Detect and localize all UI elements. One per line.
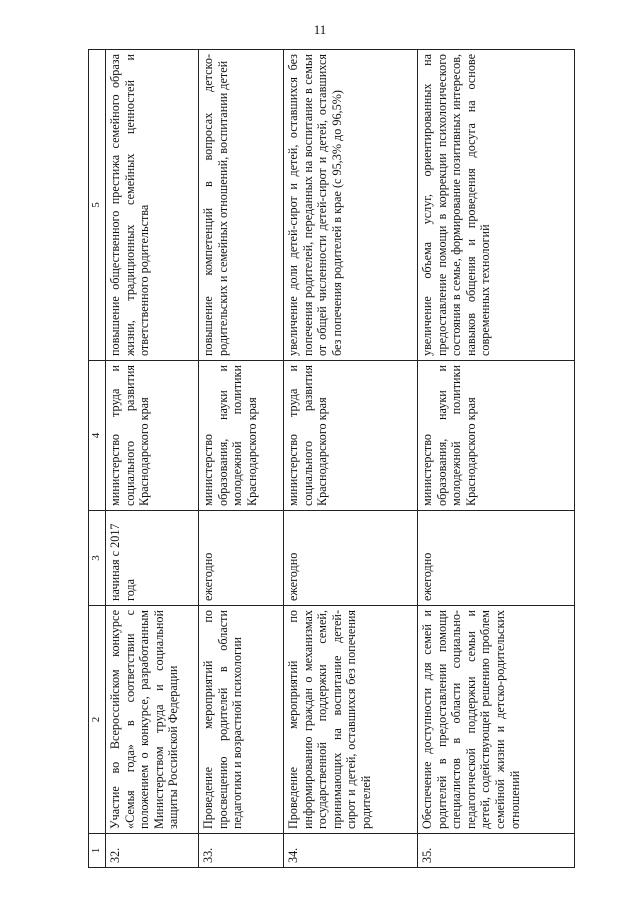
table-row [418,50,575,868]
term-cell: ежегодно [199,511,284,606]
row-number: 32. [106,834,199,868]
executor-cell: министерство труда и социального развития Краснодарского края [284,361,418,511]
row-number: 34. [284,834,418,868]
event-cell: Участие во Всероссийском конкурсе «Семья года» в соответствии с положением о конкурсе, разработанным Министерством труда и социальной защиты Российской Федерации [106,606,199,834]
executor-cell: министерство образования, науки и молодежной политики Краснодарского края [418,361,575,511]
header-cell-3: 3 [89,511,106,606]
result-cell: увеличение доли детей-сирот и детей, оставшихся без попечения родителей, переданных на воспитание в семьи от общей численности детей-сирот и детей, оставшихся без попечения родителей в крае (с 95,3% до 96,5%) [284,50,418,361]
table-row [106,50,199,868]
header-cell-5: 5 [89,50,106,361]
event-cell: Проведение мероприятий по просвещению родителей в области педагогики и возрастной психологии [199,606,284,834]
term-cell: начиная с 2017 года [106,511,199,606]
header-cell-4: 4 [89,361,106,511]
table-row [199,50,284,868]
executor-cell: министерство труда и социального развития Краснодарского края [106,361,199,511]
term-cell: ежегодно [284,511,418,606]
term-cell: ежегодно [418,511,575,606]
measures-table [88,49,575,868]
event-cell: Обеспечение доступности для семей и родителей в предоставлении помощи специалистов в области социально-педагогической поддержки семьи и детей, содействующей решению проблем семейной жизни и детско-родительских отношений [418,606,575,834]
executor-cell: министерство образования, науки и молодежной политики Краснодарского края [199,361,284,511]
header-cell-1: 1 [89,834,106,868]
row-number: 33. [199,834,284,868]
result-cell: повышение компетенций в вопросах детско-родительских и семейных отношений, воспитании детей [199,50,284,361]
result-cell: повышение общественного престижа семейного образа жизни, традиционных семейных ценностей и ответственного родительства [106,50,199,361]
header-row [89,50,106,868]
row-number: 35. [418,834,575,868]
event-cell: Проведение мероприятий по информированию граждан о механизмах государственной поддержки семей, принимающих на воспитание детей-сирот и детей, оставшихся без попечения родителей [284,606,418,834]
table-row [284,50,418,868]
rotated-table-container [88,50,615,868]
header-cell-2: 2 [89,606,106,834]
page-number: 11 [313,22,327,37]
table-frame [88,50,615,868]
result-cell: увеличение объема услуг, ориентированных на предоставление помощи в коррекции психологического состояния в семье, формирование позитивных интересов, навыков общения и проведения досуга на основе современных технологий [418,50,575,361]
